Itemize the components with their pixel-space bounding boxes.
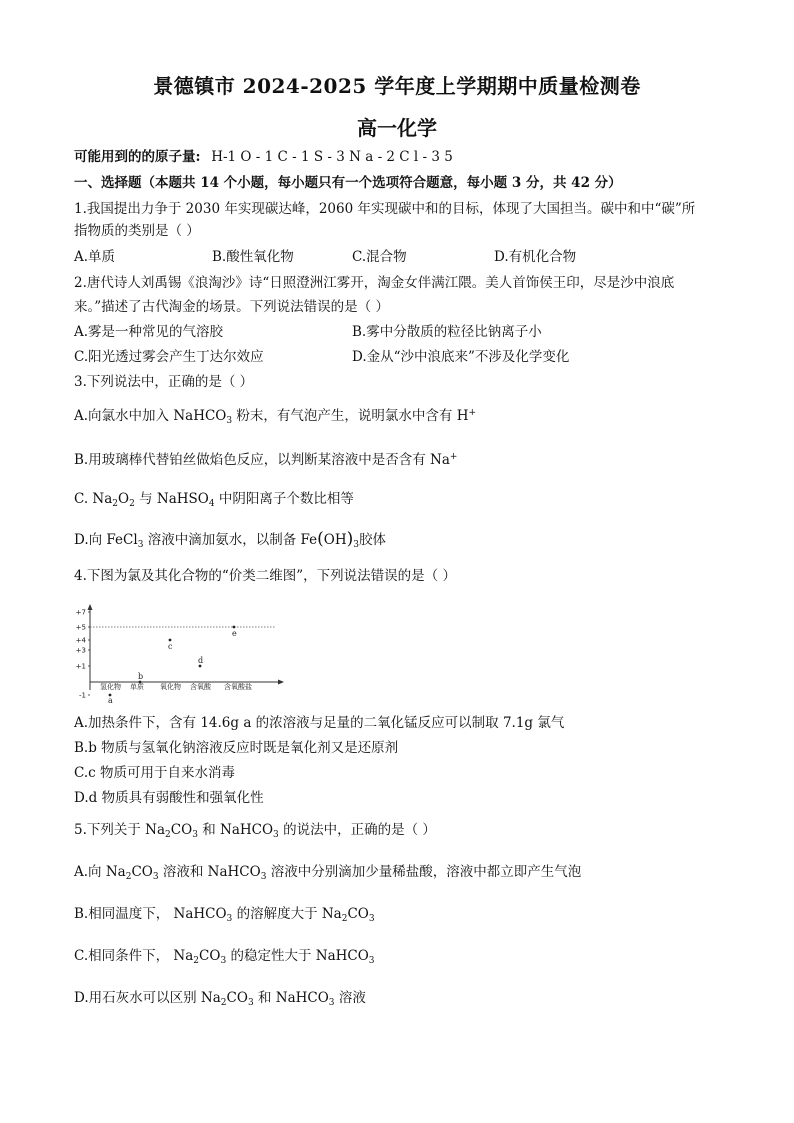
y-tick-label: +4 — [75, 636, 86, 645]
q5-option-c: C.相同条件下， $Na_2CO_3$ 的稳定性大于 NaHCO$_3$ — [74, 948, 375, 966]
x-axis-arrow — [278, 680, 284, 685]
y-tick-label: +5 — [75, 623, 86, 632]
y-tick-label: +3 — [75, 646, 86, 655]
data-point-e — [233, 626, 236, 629]
q3-stem: 3.下列说法中，正确的是（ ） — [74, 374, 254, 390]
data-point-c — [169, 639, 172, 642]
q4-stem: 4.下图为氯及其化合物的“价类二维图”，下列说法错误的是（ ） — [74, 568, 456, 584]
x-category-label: 单质 — [130, 683, 144, 691]
q3-option-d: D.向 FeCl$_3$ 溶液中滴加氨水，以制备 $Fe(OH)_3$胶体 — [74, 529, 386, 550]
point-label-c: c — [168, 642, 173, 651]
section1-heading: 一、选择题（本题共 14 个小题，每小题只有一个选项符合题意，每小题 3 分，共 42 分） — [74, 175, 622, 191]
q3-option-c: C. $Na_2O_2$ 与 NaHSO$_4$ 中阴阳离子个数比相等 — [74, 491, 354, 509]
atomic-mass-values: H-1 O - 1 C - 1 S - 3 N a - 2 C l - 3 5 — [211, 149, 453, 165]
q1-option-b: B.酸性氧化物 — [212, 249, 294, 265]
q2-stem-line2: 来。”描述了古代淘金的场景。下列说法错误的是（ ） — [74, 299, 389, 315]
chart-svg — [68, 600, 288, 710]
q5-option-b: B.相同温度下， NaHCO$_3$ 的溶解度大于 $Na_2CO_3$ — [74, 906, 375, 924]
q2-option-b: B.雾中分散质的粒径比钠离子小 — [352, 324, 542, 340]
point-label-b: b — [138, 672, 144, 681]
q4-option-d: D.d 物质具有弱酸性和强氧化性 — [74, 790, 264, 806]
data-point-d — [199, 665, 202, 668]
y-tick-label: -1 — [79, 691, 86, 700]
q1-option-c: C.混合物 — [352, 249, 407, 265]
valence-class-chart — [68, 600, 288, 710]
q4-option-a: A.加热条件下，含有 14.6g a 的浓溶液与足量的二氧化锰反应可以制取 7.1g 氯气 — [74, 715, 565, 731]
exam-subject: 高一化学 — [357, 116, 437, 140]
q1-stem-line2: 指物质的类别是（ ） — [74, 223, 200, 239]
point-label-a: a — [108, 696, 113, 705]
q1-option-d: D.有机化合物 — [494, 249, 577, 265]
atomic-mass-label: 可能用到的的原子量: — [74, 149, 201, 165]
y-axis-arrow — [88, 604, 93, 610]
point-label-e: e — [232, 629, 237, 638]
x-category-label: 含氧酸盐 — [224, 683, 252, 691]
y-tick-label: +1 — [75, 662, 86, 671]
y-tick-label: +7 — [75, 608, 86, 617]
q4-option-b: B.b 物质与氢氧化钠溶液反应时既是氧化剂又是还原剂 — [74, 740, 399, 756]
q5-stem: 5.下列关于 $Na_2CO_3$ 和 NaHCO$_3$ 的说法中，正确的是（ ） — [74, 822, 436, 840]
x-category-label: 含氧酸 — [190, 683, 211, 691]
q2-option-a: A.雾是一种常见的气溶胶 — [74, 324, 224, 340]
q1-option-a: A.单质 — [74, 249, 116, 265]
q1-stem-line1: 1.我国提出力争于 2030 年实现碳达峰，2060 年实现碳中和的目标，体现了大国担当。碳中和中“碳”所 — [74, 201, 696, 217]
q5-option-d: D.用石灰水可以区别 $Na_2CO_3$ 和 NaHCO$_3$ 溶液 — [74, 990, 366, 1008]
q2-option-c: C.阳光透过雾会产生丁达尔效应 — [74, 349, 264, 365]
atomic-mass-line — [74, 148, 453, 166]
exam-title: 景德镇市 2024-2025 学年度上学期期中质量检测卷 — [153, 74, 641, 98]
q2-stem-line1: 2.唐代诗人刘禹锡《浪淘沙》诗“日照澄洲江雾开，淘金女伴满江隈。美人首饰侯王印，尽是沙中浪底 — [74, 275, 675, 291]
data-point-b — [139, 681, 142, 684]
q2-option-d: D.金从“沙中浪底来”不涉及化学变化 — [352, 349, 570, 365]
x-category-label: 氢化物 — [100, 683, 121, 691]
x-category-label: 氧化物 — [160, 683, 181, 691]
q5-option-a: A.向 $Na_2CO_3$ 溶液和 NaHCO$_3$ 溶液中分别滴加少量稀盐酸，溶液中都立即产生气泡 — [74, 864, 582, 882]
q3-option-a: A.向氯水中加入 NaHCO$_3$ 粉末，有气泡产生，说明氯水中含有 H+ — [74, 408, 477, 426]
q3-option-b: B.用玻璃棒代替铂丝做焰色反应，以判断某溶液中是否含有 Na+ — [74, 452, 458, 468]
point-label-d: d — [198, 656, 204, 665]
q4-option-c: C.c 物质可用于自来水消毒 — [74, 765, 235, 781]
